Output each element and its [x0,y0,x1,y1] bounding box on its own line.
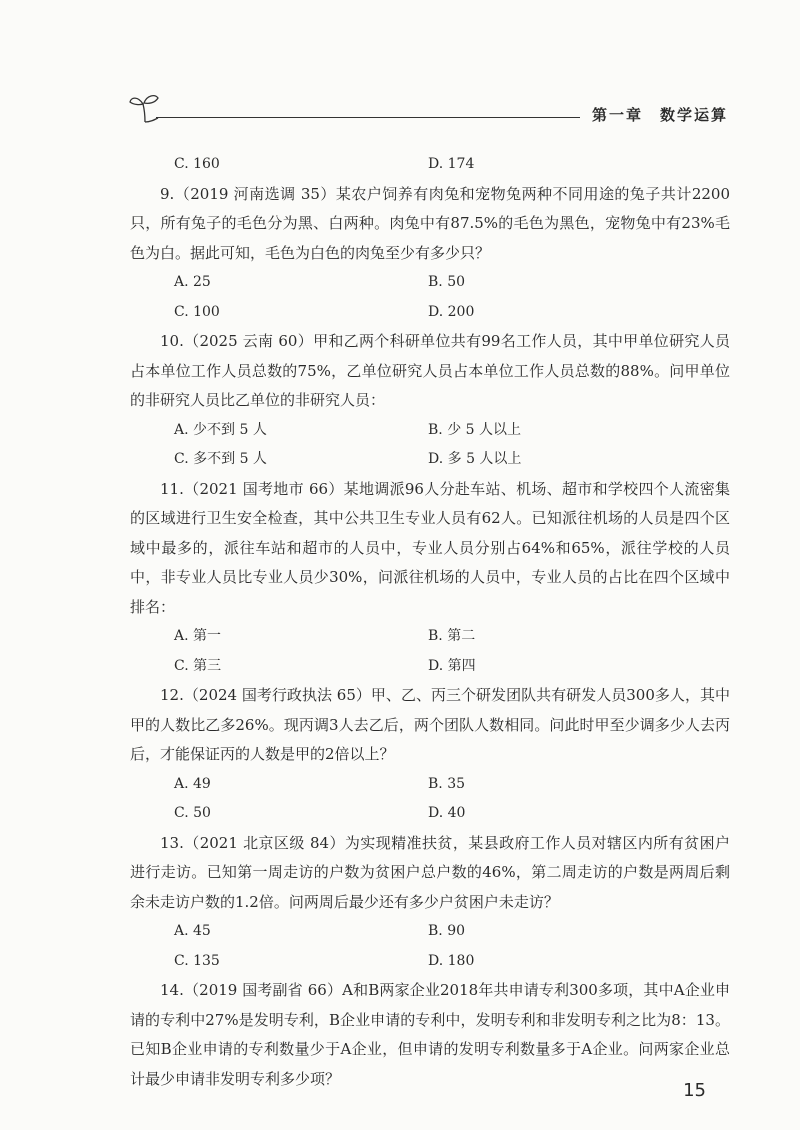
option: D. 174 [428,156,475,172]
sprout-icon [128,92,162,124]
page-number: 15 [683,1080,706,1101]
option: C. 多不到 5 人 [174,451,267,467]
option: D. 40 [428,805,466,821]
question-14: 14.（2019 国考副省 66）A和B两家企业2018年共申请专利300多项，其中A企业申请的专利中27%是发明专利，B企业申请的专利中，发明专利和非发明专利之比为8：13。已知B企业申请的专利数量少于A企业，但申请的发明专利数量多于A企业。问两家企业总计最少申请非发明专利多少项？ [130,981,730,1088]
question-11: 11.（2021 国考地市 66）某地调派96人分赴车站、机场、超市和学校四个人流密集的区域进行卫生安全检查，其中公共卫生专业人员有62人。已知派往机场的人员是四个区域中最多的，派往车站和超市的人员中，专业人员分别占64%和65%，派往学校的人员中，非专业人员比专业人员少30%，问派往机场的人员中，专业人员的占比在四个区域中排名： [130,479,730,616]
option: B. 少 5 人以上 [428,421,521,438]
option: D. 第四 [428,657,476,674]
running-header [128,92,728,132]
question-9: 9.（2019 河南选调 35）某农户饲养有肉兔和宠物兔两种不同用途的兔子共计2200只，所有兔子的毛色分为黑、白两种。肉兔中有87.5%的毛色为黑色，宠物兔中有23%毛色为白。据此可知，毛色为白色的肉兔至少有多少只？ [130,184,730,262]
option-grid [130,268,730,327]
question-13: 13.（2021 北京区级 84）为实现精准扶贫，某县政府工作人员对辖区内所有贫困户进行走访。已知第一周走访的户数为贫困户总户数的46%，第二周走访的户数是两周后剩余未走访户数的1.2倍。问两周后最少还有多少户贫困户未走访？ [130,833,731,911]
option: B. 第二 [428,628,476,644]
option: A. 第一 [174,628,222,644]
question-12: 12.（2024 国考行政执法 65）甲、乙、丙三个研发团队共有研发人员300多人，其中甲的人数比乙多26%。现丙调3人去乙后，两个团队人数相同。问此时甲至少调多少人去丙后，才能保证丙的人数是甲的2倍以上？ [130,686,730,763]
option-grid [130,622,730,681]
option: C. 100 [174,303,220,320]
option: C. 160 [174,156,220,172]
option-grid [130,770,730,829]
option: A. 25 [174,274,211,290]
page-content [130,150,730,1094]
option-grid [130,150,730,180]
option-grid [130,917,730,976]
option-grid [130,416,730,475]
option: D. 200 [428,303,475,320]
option: B. 90 [428,923,466,939]
option: A. 45 [174,923,211,939]
option: A. 少不到 5 人 [174,421,267,438]
option: D. 180 [428,952,475,969]
option: B. 50 [428,274,466,290]
option: C. 50 [174,805,211,821]
option: A. 49 [174,775,211,792]
question-10: 10.（2025 云南 60）甲和乙两个科研单位共有99名工作人员，其中甲单位研究人员占本单位工作人员总数的75%，乙单位研究人员占本单位工作人员总数的88%。问甲单位的非研究人员比乙单位的非研究人员： [130,332,730,409]
option: C. 第三 [174,657,222,674]
option: B. 35 [428,775,466,792]
option: C. 135 [174,952,220,969]
header-rule [156,117,580,118]
option: D. 多 5 人以上 [428,451,522,467]
chapter-title: 第一章 数学运算 [591,106,728,124]
